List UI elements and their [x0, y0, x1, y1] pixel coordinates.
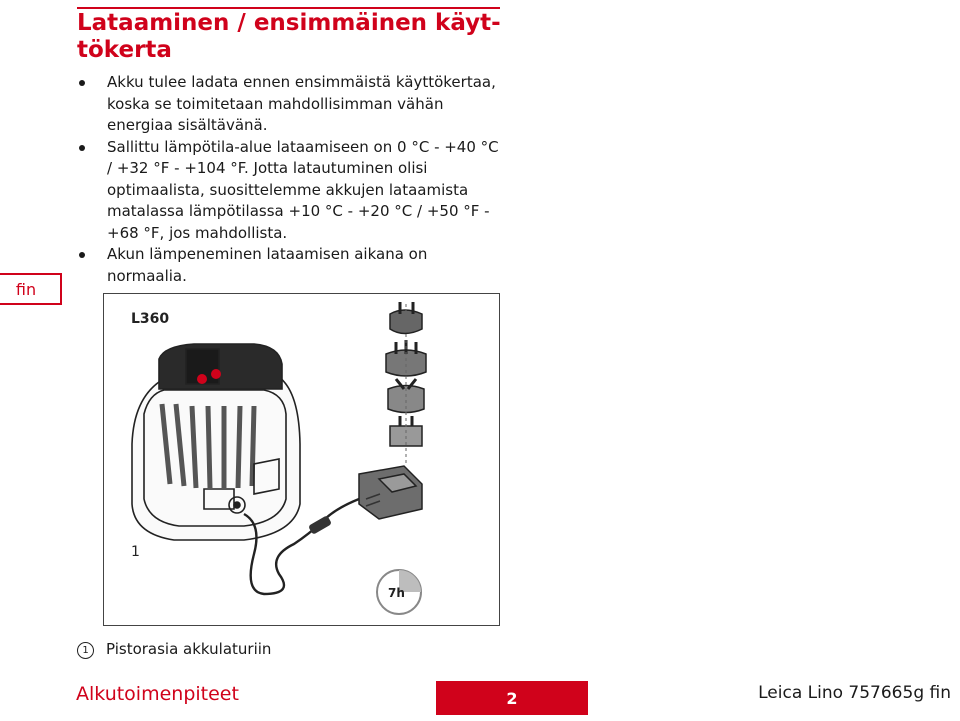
bullet-item: Sallittu lämpötila-alue lataamiseen on 0 °C - +40 °C / +32 °F - +104 °F. Jotta latautuminen olisi optimaalista, suosittelemme akkujen lataamista matalassa lämpötilassa +10 °C - +20 °C / +50 °F - +68 °F, jos mahdollista.: [77, 137, 507, 245]
callout-number: 1: [131, 544, 140, 560]
charge-time-label: 7h: [388, 586, 405, 600]
page-number: 2: [436, 681, 588, 715]
footer-section: Alkutoimenpiteet: [76, 683, 239, 705]
language-tab: [0, 273, 62, 305]
battery-charger-icon: [132, 344, 300, 540]
figure-caption: [77, 640, 271, 659]
caption-number: 1: [77, 642, 94, 659]
title-line-1: Lataaminen / ensimmäinen käyt-: [77, 10, 501, 36]
bullet-item: Akku tulee ladata ennen ensimmäistä käyttökertaa, koska se toimitetaan mahdollisimman vähän energiaa sisältävänä.: [77, 72, 507, 137]
language-tab-label: fin: [15, 279, 37, 299]
charger-drawing: [104, 294, 499, 625]
plug-adapters-icon: [386, 302, 426, 464]
footer-document: Leica Lino 757665g fin: [758, 683, 951, 703]
title-line-2: tökerta: [77, 37, 172, 63]
model-label: L360: [131, 311, 170, 327]
bullet-item: Akun lämpeneminen lataamisen aikana on normaalia.: [77, 244, 507, 287]
page-title: [77, 10, 507, 64]
top-rule: [77, 7, 500, 9]
bullet-list: [77, 72, 507, 287]
cable-ferrite: [308, 515, 332, 535]
caption-text: Pistorasia akkulaturiin: [106, 640, 272, 658]
power-adapter-icon: [359, 466, 422, 519]
charger-illustration: [103, 293, 500, 626]
